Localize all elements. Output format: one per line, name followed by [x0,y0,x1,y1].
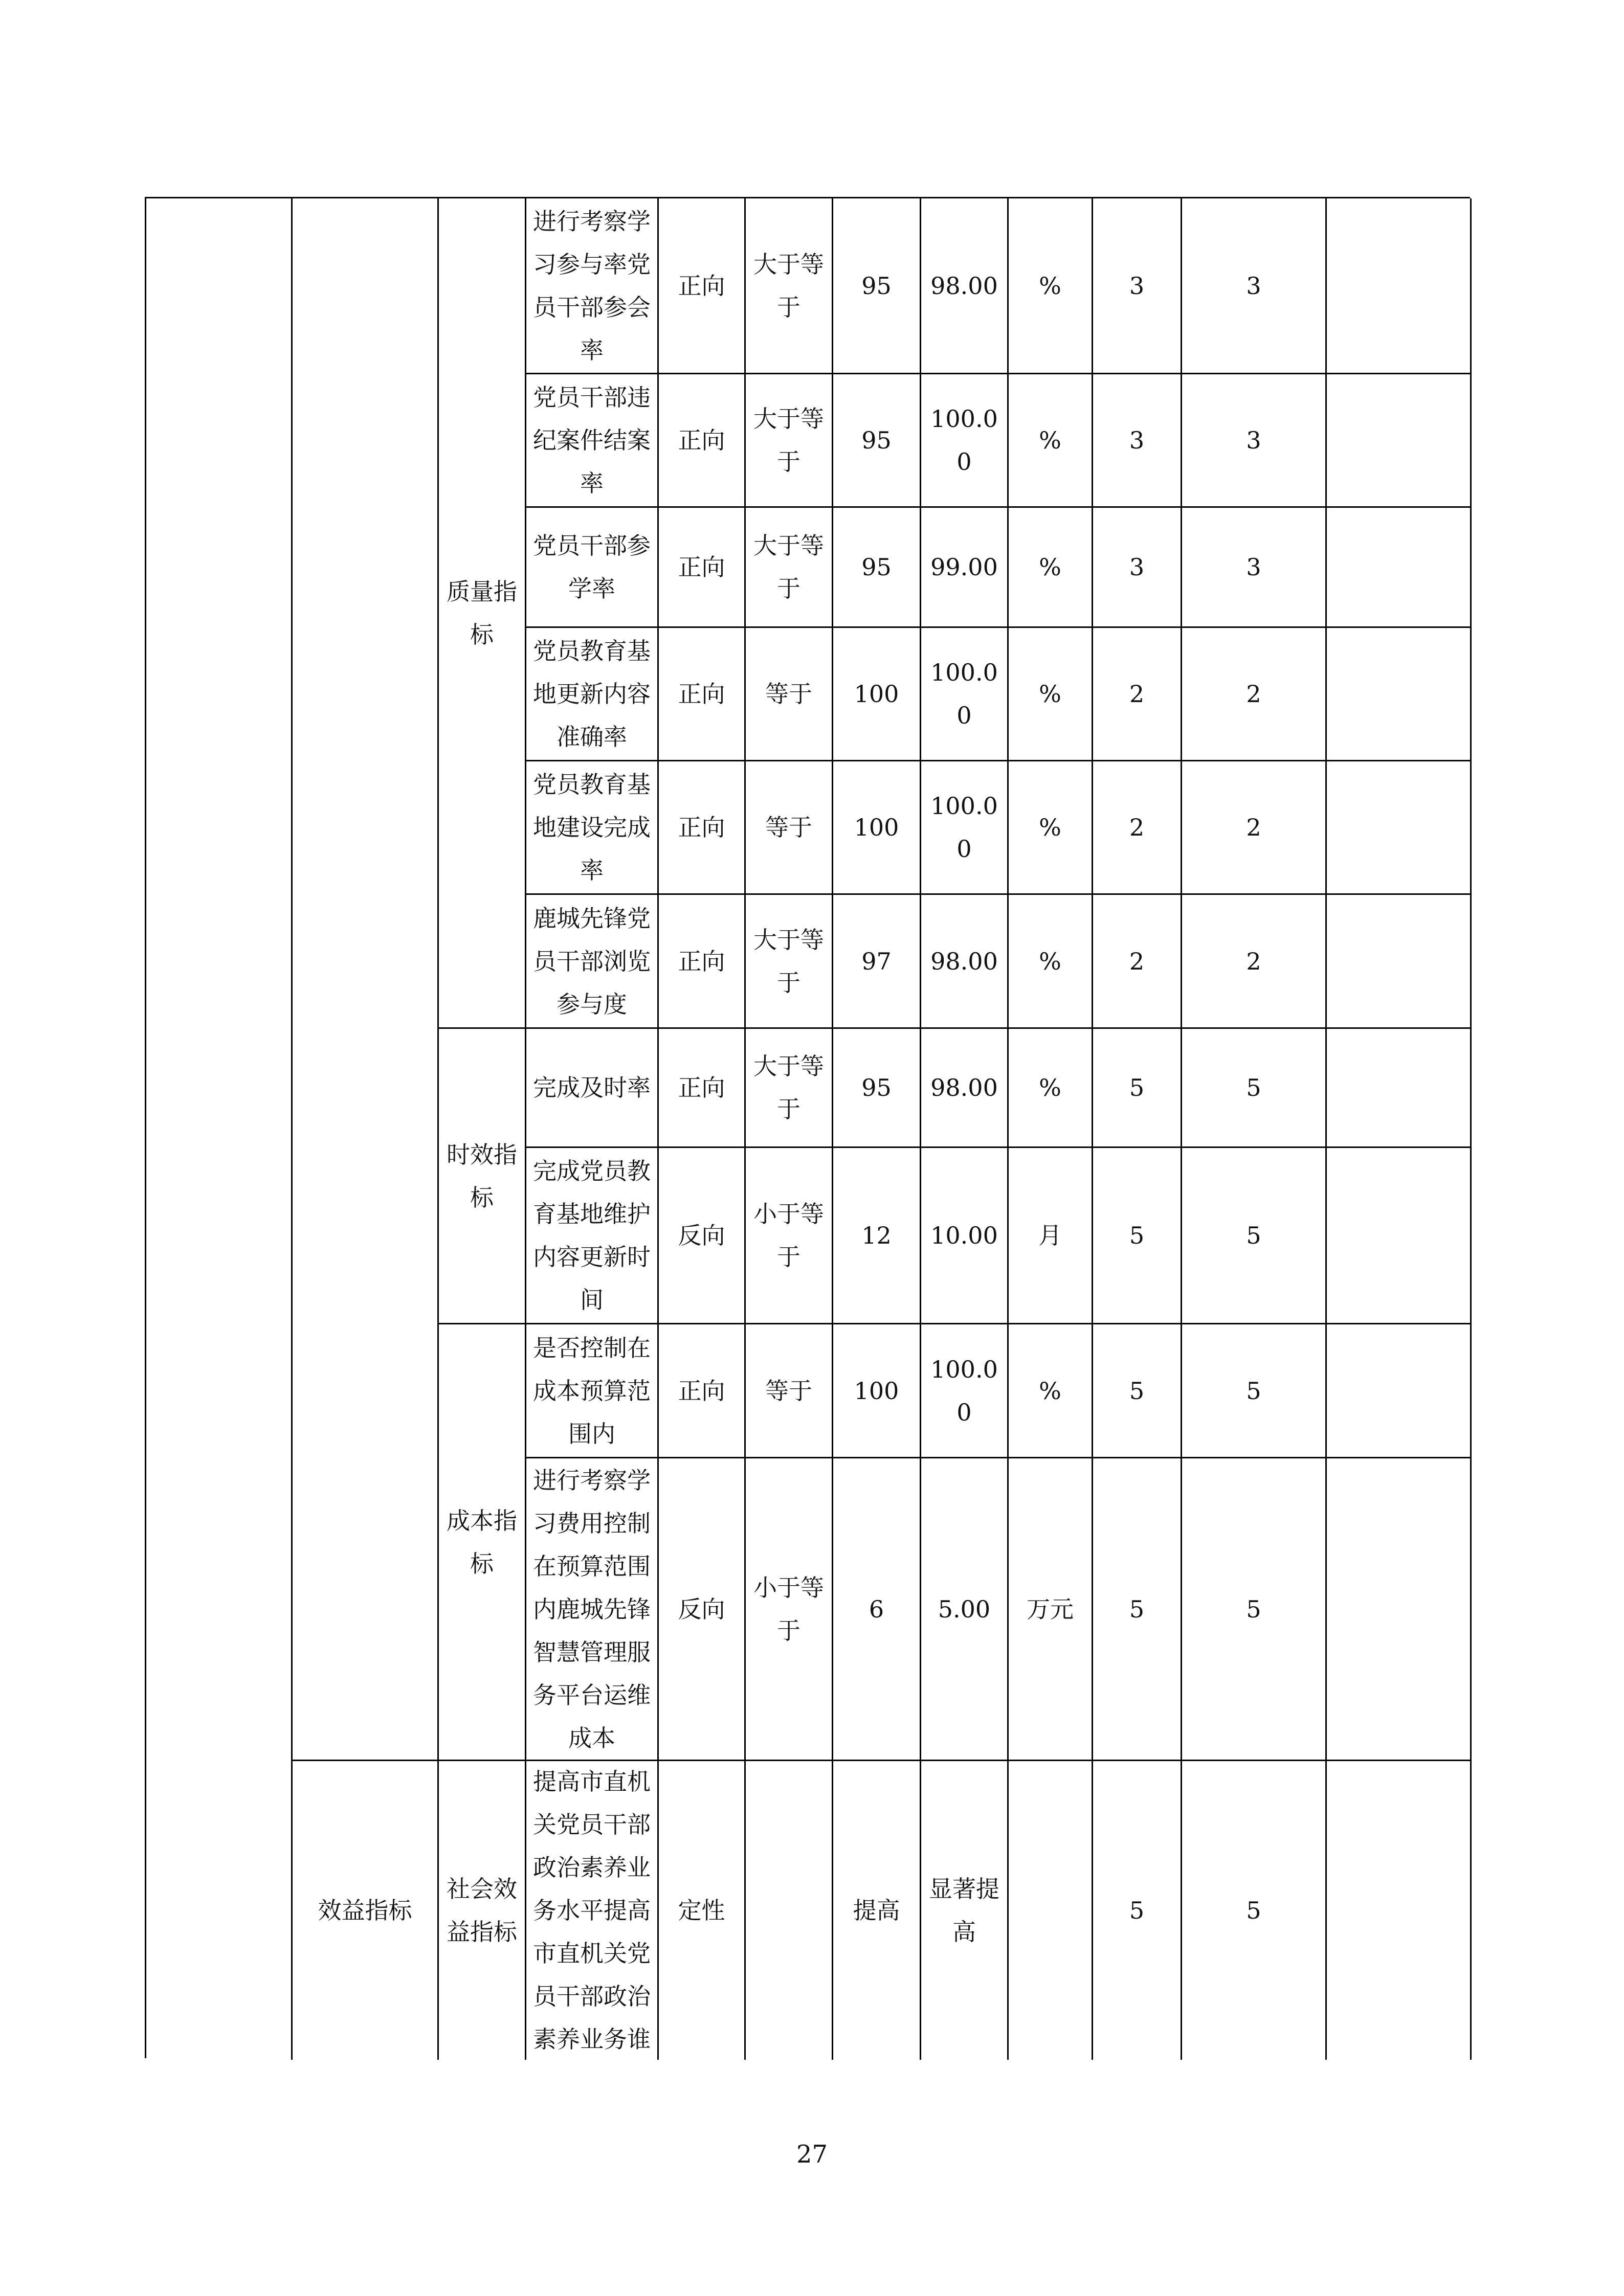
row-3-indicator-name: 党员干部参学率 [526,508,659,628]
row-8-actual-value: 10.00 [921,1148,1009,1324]
row-5-direction: 正向 [659,761,746,895]
row-3-actual-value: 99.00 [921,508,1009,628]
row-10-remark [1327,1458,1472,1761]
row-2-score: 3 [1182,374,1327,508]
row-10-operator: 小于等于 [746,1458,833,1761]
row-9-target-value: 100 [833,1324,921,1458]
row-10-indicator-name: 进行考察学习费用控制在预算范围内鹿城先锋智慧管理服务平台运维成本 [526,1458,659,1761]
row-5-operator: 等于 [746,761,833,895]
row-5-weight: 2 [1093,761,1182,895]
row-6-direction: 正向 [659,895,746,1029]
group-cost: 成本指标 [439,1324,526,1761]
row-4-remark [1327,628,1472,761]
row-1-indicator-name: 进行考察学习参与率党员干部参会率 [526,198,659,374]
row-7-actual-value: 98.00 [921,1029,1009,1148]
row-5-indicator-name: 党员教育基地建设完成率 [526,761,659,895]
row-3-direction: 正向 [659,508,746,628]
row-11-direction: 定性 [659,1761,746,2060]
row-10-direction: 反向 [659,1458,746,1761]
row-2-actual-value: 100.00 [921,374,1009,508]
row-2-operator: 大于等于 [746,374,833,508]
row-5-target-value: 100 [833,761,921,895]
row-9-actual-value: 100.00 [921,1324,1009,1458]
row-11-operator [746,1761,833,2060]
row-1-direction: 正向 [659,198,746,374]
row-10-score: 5 [1182,1458,1327,1761]
row-8-unit: 月 [1009,1148,1093,1324]
row-3-remark [1327,508,1472,628]
row-11-remark [1327,1761,1472,2060]
row-3-operator: 大于等于 [746,508,833,628]
row-9-weight: 5 [1093,1324,1182,1458]
page-number: 27 [796,2140,828,2169]
row-4-unit: % [1009,628,1093,761]
row-11-actual-value: 显著提高 [921,1761,1009,2060]
row-8-remark [1327,1148,1472,1324]
row-9-remark [1327,1324,1472,1458]
row-3-weight: 3 [1093,508,1182,628]
row-8-target-value: 12 [833,1148,921,1324]
row-8-score: 5 [1182,1148,1327,1324]
row-1-remark [1327,198,1472,374]
row-2-direction: 正向 [659,374,746,508]
group-quality: 质量指标 [439,198,526,1029]
row-9-direction: 正向 [659,1324,746,1458]
row-6-operator: 大于等于 [746,895,833,1029]
level2-benefit-cell: 效益指标 [293,1761,439,2060]
level2-output-cell [293,198,439,1761]
row-2-weight: 3 [1093,374,1182,508]
row-4-score: 2 [1182,628,1327,761]
row-11-weight: 5 [1093,1761,1182,2060]
row-11-indicator-name: 提高市直机关党员干部政治素养业务水平提高市直机关党员干部政治素养业务谁 [526,1761,659,2060]
row-4-operator: 等于 [746,628,833,761]
row-7-direction: 正向 [659,1029,746,1148]
row-6-unit: % [1009,895,1093,1029]
row-4-indicator-name: 党员教育基地更新内容准确率 [526,628,659,761]
row-7-remark [1327,1029,1472,1148]
row-7-unit: % [1009,1029,1093,1148]
row-9-indicator-name: 是否控制在成本预算范围内 [526,1324,659,1458]
row-7-weight: 5 [1093,1029,1182,1148]
row-11-target-value: 提高 [833,1761,921,2060]
level1-cell [146,198,293,2060]
row-9-unit: % [1009,1324,1093,1458]
row-5-remark [1327,761,1472,895]
row-1-score: 3 [1182,198,1327,374]
row-4-direction: 正向 [659,628,746,761]
row-3-target-value: 95 [833,508,921,628]
row-9-score: 5 [1182,1324,1327,1458]
row-4-weight: 2 [1093,628,1182,761]
row-8-indicator-name: 完成党员教育基地维护内容更新时间 [526,1148,659,1324]
row-10-actual-value: 5.00 [921,1458,1009,1761]
row-11-unit [1009,1761,1093,2060]
row-10-unit: 万元 [1009,1458,1093,1761]
performance-indicator-table [145,197,1470,2058]
group-social: 社会效益指标 [439,1761,526,2060]
row-7-score: 5 [1182,1029,1327,1148]
row-1-unit: % [1009,198,1093,374]
row-6-score: 2 [1182,895,1327,1029]
row-5-score: 2 [1182,761,1327,895]
row-7-indicator-name: 完成及时率 [526,1029,659,1148]
row-2-target-value: 95 [833,374,921,508]
row-5-unit: % [1009,761,1093,895]
row-2-unit: % [1009,374,1093,508]
row-5-actual-value: 100.00 [921,761,1009,895]
row-6-weight: 2 [1093,895,1182,1029]
row-10-weight: 5 [1093,1458,1182,1761]
row-1-actual-value: 98.00 [921,198,1009,374]
row-8-weight: 5 [1093,1148,1182,1324]
row-6-indicator-name: 鹿城先锋党员干部浏览参与度 [526,895,659,1029]
row-3-score: 3 [1182,508,1327,628]
row-6-target-value: 97 [833,895,921,1029]
row-10-target-value: 6 [833,1458,921,1761]
row-1-target-value: 95 [833,198,921,374]
row-8-direction: 反向 [659,1148,746,1324]
row-1-weight: 3 [1093,198,1182,374]
row-11-score: 5 [1182,1761,1327,2060]
row-4-target-value: 100 [833,628,921,761]
group-timeliness: 时效指标 [439,1029,526,1324]
row-8-operator: 小于等于 [746,1148,833,1324]
row-4-actual-value: 100.00 [921,628,1009,761]
row-7-target-value: 95 [833,1029,921,1148]
row-6-actual-value: 98.00 [921,895,1009,1029]
row-2-remark [1327,374,1472,508]
row-2-indicator-name: 党员干部违纪案件结案率 [526,374,659,508]
row-3-unit: % [1009,508,1093,628]
row-7-operator: 大于等于 [746,1029,833,1148]
row-1-operator: 大于等于 [746,198,833,374]
row-9-operator: 等于 [746,1324,833,1458]
row-6-remark [1327,895,1472,1029]
